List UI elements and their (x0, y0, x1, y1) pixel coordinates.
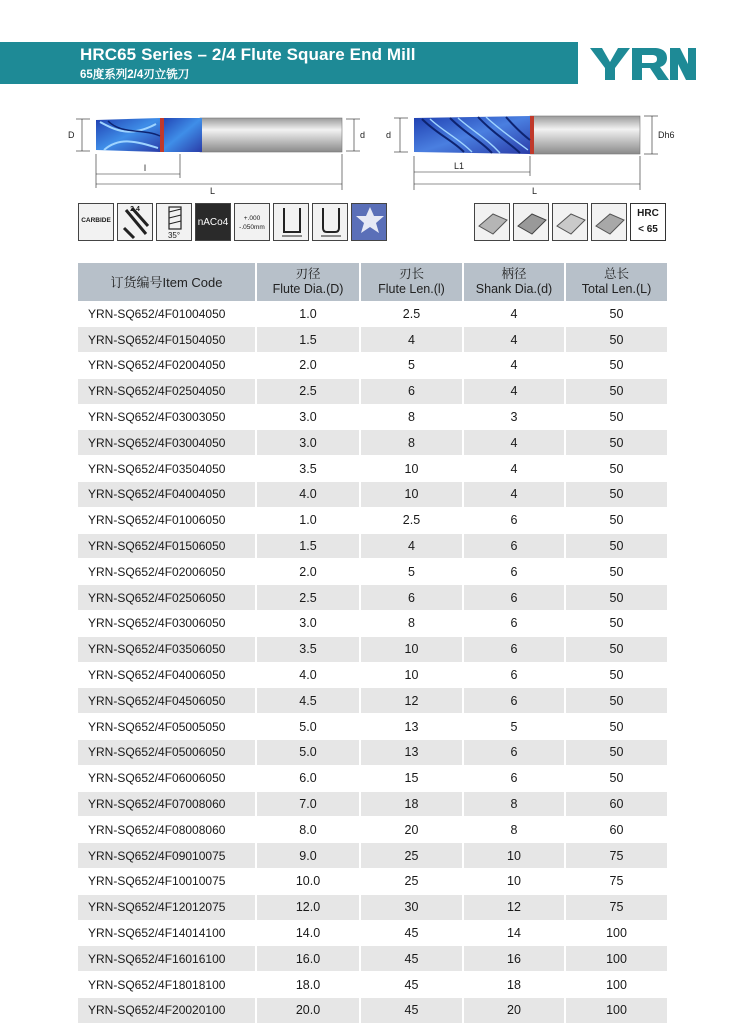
cell-total-len: 50 (565, 456, 667, 482)
header-total-len: 总长 Total Len.(L) (565, 263, 667, 301)
cell-shank-dia: 4 (463, 301, 565, 327)
cell-total-len: 50 (565, 611, 667, 637)
cell-shank-dia: 16 (463, 946, 565, 972)
table-row (78, 894, 667, 920)
cell-flute-len: 2.5 (360, 507, 463, 533)
cell-item-code: YRN-SQ652/4F02504050 (78, 378, 256, 404)
cell-item-code: YRN-SQ652/4F01006050 (78, 507, 256, 533)
table-row (78, 507, 667, 533)
page-title: HRC65 Series – 2/4 Flute Square End Mill (80, 45, 416, 64)
table-row (78, 714, 667, 740)
cell-shank-dia: 6 (463, 585, 565, 611)
table-row (78, 482, 667, 508)
header-shank-dia: 柄径 Shank Dia.(d) (463, 263, 565, 301)
cell-total-len: 50 (565, 740, 667, 766)
cell-flute-len: 13 (360, 740, 463, 766)
table-row (78, 972, 667, 998)
cell-flute-dia: 5.0 (256, 714, 360, 740)
cell-item-code: YRN-SQ652/4F18018100 (78, 972, 256, 998)
cell-flute-len: 10 (360, 662, 463, 688)
cell-total-len: 60 (565, 791, 667, 817)
cell-item-code: YRN-SQ652/4F14014100 (78, 920, 256, 946)
cell-flute-dia: 9.0 (256, 843, 360, 869)
cell-item-code: YRN-SQ652/4F03004050 (78, 430, 256, 456)
cell-shank-dia: 6 (463, 507, 565, 533)
cell-flute-len: 8 (360, 430, 463, 456)
cell-item-code: YRN-SQ652/4F04006050 (78, 662, 256, 688)
cell-shank-dia: 4 (463, 378, 565, 404)
cell-flute-len: 45 (360, 920, 463, 946)
square-end-icon (273, 203, 309, 241)
corner-icon (312, 203, 348, 241)
cell-item-code: YRN-SQ652/4F06006050 (78, 765, 256, 791)
cell-item-code: YRN-SQ652/4F01506050 (78, 533, 256, 559)
cell-shank-dia: 10 (463, 869, 565, 895)
table-row (78, 430, 667, 456)
spec-table (78, 263, 667, 1024)
cell-total-len: 50 (565, 688, 667, 714)
cell-shank-dia: 4 (463, 456, 565, 482)
cell-item-code: YRN-SQ652/4F01004050 (78, 301, 256, 327)
cell-item-code: YRN-SQ652/4F08008060 (78, 817, 256, 843)
cell-flute-dia: 4.0 (256, 482, 360, 508)
cell-flute-len: 10 (360, 636, 463, 662)
cell-flute-dia: 12.0 (256, 894, 360, 920)
tool-drawing-2-flute (60, 110, 380, 200)
cell-shank-dia: 12 (463, 894, 565, 920)
cell-shank-dia: 8 (463, 817, 565, 843)
cell-flute-dia: 1.0 (256, 301, 360, 327)
cell-total-len: 50 (565, 533, 667, 559)
cell-flute-len: 30 (360, 894, 463, 920)
cell-flute-len: 2.5 (360, 301, 463, 327)
cell-total-len: 100 (565, 920, 667, 946)
tool-drawing-4-flute (382, 110, 692, 200)
cell-total-len: 50 (565, 378, 667, 404)
table-row (78, 843, 667, 869)
naco-coating-icon: nACo4 (195, 203, 231, 241)
table-row (78, 920, 667, 946)
cell-total-len: 50 (565, 765, 667, 791)
table-row (78, 765, 667, 791)
yrn-logo (588, 44, 698, 84)
cell-flute-len: 15 (360, 765, 463, 791)
cell-item-code: YRN-SQ652/4F05006050 (78, 740, 256, 766)
cell-flute-dia: 1.5 (256, 327, 360, 353)
cell-flute-len: 45 (360, 972, 463, 998)
cell-total-len: 50 (565, 662, 667, 688)
cell-item-code: YRN-SQ652/4F03003050 (78, 404, 256, 430)
header-flute-dia: 刃径 Flute Dia.(D) (256, 263, 360, 301)
cell-item-code: YRN-SQ652/4F03506050 (78, 636, 256, 662)
table-row (78, 869, 667, 895)
table-row (78, 533, 667, 559)
cell-item-code: YRN-SQ652/4F01504050 (78, 327, 256, 353)
cell-total-len: 75 (565, 869, 667, 895)
table-row (78, 791, 667, 817)
cell-flute-dia: 2.0 (256, 353, 360, 379)
header-flute-len: 刃长 Flute Len.(l) (360, 263, 463, 301)
dim-label-Dh6: Dh6 (658, 130, 675, 140)
carbide-icon: CARBIDE (78, 203, 114, 241)
cell-total-len: 75 (565, 843, 667, 869)
cell-flute-dia: 16.0 (256, 946, 360, 972)
title-band (0, 42, 578, 84)
helix-35-icon: 35° (156, 203, 192, 241)
cell-flute-dia: 3.5 (256, 636, 360, 662)
header-item-code: 订货编号Item Code (78, 263, 256, 301)
cell-shank-dia: 18 (463, 972, 565, 998)
cell-flute-dia: 3.0 (256, 430, 360, 456)
material-hardened-icon (513, 203, 549, 241)
dim-label-l: l (144, 163, 146, 173)
cell-total-len: 50 (565, 636, 667, 662)
cell-flute-len: 4 (360, 533, 463, 559)
table-row (78, 636, 667, 662)
hrc-badge-line1: HRC (637, 208, 659, 219)
cell-total-len: 60 (565, 817, 667, 843)
cell-flute-len: 6 (360, 585, 463, 611)
cell-total-len: 100 (565, 998, 667, 1024)
cell-flute-len: 12 (360, 688, 463, 714)
cell-total-len: 50 (565, 559, 667, 585)
cell-item-code: YRN-SQ652/4F03504050 (78, 456, 256, 482)
dim-label-L: L (210, 186, 216, 196)
versatile-icon (351, 203, 387, 241)
cell-flute-dia: 4.0 (256, 662, 360, 688)
table-row (78, 998, 667, 1024)
cell-shank-dia: 20 (463, 998, 565, 1024)
table-row (78, 946, 667, 972)
cell-shank-dia: 8 (463, 791, 565, 817)
cell-flute-dia: 5.0 (256, 740, 360, 766)
cell-flute-len: 45 (360, 998, 463, 1024)
cell-flute-len: 5 (360, 353, 463, 379)
cell-shank-dia: 6 (463, 636, 565, 662)
hrc-badge-line2: < 65 (638, 224, 658, 235)
cell-flute-dia: 18.0 (256, 972, 360, 998)
cell-flute-dia: 2.5 (256, 378, 360, 404)
cell-item-code: YRN-SQ652/4F02006050 (78, 559, 256, 585)
cell-item-code: YRN-SQ652/4F03006050 (78, 611, 256, 637)
table-row (78, 611, 667, 637)
table-row (78, 662, 667, 688)
cell-shank-dia: 4 (463, 482, 565, 508)
cell-total-len: 50 (565, 301, 667, 327)
cell-shank-dia: 5 (463, 714, 565, 740)
cell-total-len: 50 (565, 327, 667, 353)
cell-shank-dia: 6 (463, 740, 565, 766)
cell-shank-dia: 6 (463, 662, 565, 688)
table-row (78, 327, 667, 353)
table-row (78, 817, 667, 843)
table-header-row (78, 263, 667, 301)
cell-item-code: YRN-SQ652/4F20020100 (78, 998, 256, 1024)
table-row (78, 688, 667, 714)
cell-flute-len: 45 (360, 946, 463, 972)
cell-item-code: YRN-SQ652/4F04004050 (78, 482, 256, 508)
hrc-badge (630, 203, 666, 241)
cell-shank-dia: 6 (463, 533, 565, 559)
cell-total-len: 50 (565, 430, 667, 456)
cell-flute-dia: 6.0 (256, 765, 360, 791)
cell-flute-dia: 8.0 (256, 817, 360, 843)
table-row (78, 404, 667, 430)
cell-flute-dia: 2.0 (256, 559, 360, 585)
dim-label-d: d (360, 130, 366, 140)
cell-flute-dia: 2.5 (256, 585, 360, 611)
cell-shank-dia: 14 (463, 920, 565, 946)
cell-item-code: YRN-SQ652/4F04506050 (78, 688, 256, 714)
cell-flute-dia: 3.0 (256, 611, 360, 637)
cell-flute-len: 20 (360, 817, 463, 843)
table-row (78, 585, 667, 611)
cell-item-code: YRN-SQ652/4F07008060 (78, 791, 256, 817)
cell-flute-len: 25 (360, 869, 463, 895)
cell-item-code: YRN-SQ652/4F12012075 (78, 894, 256, 920)
cell-flute-len: 4 (360, 327, 463, 353)
cell-flute-len: 8 (360, 404, 463, 430)
cell-total-len: 75 (565, 894, 667, 920)
cell-shank-dia: 6 (463, 611, 565, 637)
cell-flute-dia: 10.0 (256, 869, 360, 895)
cell-shank-dia: 4 (463, 430, 565, 456)
cell-item-code: YRN-SQ652/4F02004050 (78, 353, 256, 379)
dim-label-L-right: L (532, 186, 538, 196)
table-row (78, 378, 667, 404)
dim-label-D: D (68, 130, 75, 140)
flute-24-icon: 2 4 (117, 203, 153, 241)
tolerance-icon: +.000 -.050mm (234, 203, 270, 241)
cell-total-len: 50 (565, 404, 667, 430)
cell-flute-len: 8 (360, 611, 463, 637)
cell-total-len: 50 (565, 353, 667, 379)
cell-flute-dia: 1.5 (256, 533, 360, 559)
cell-flute-len: 13 (360, 714, 463, 740)
cell-item-code: YRN-SQ652/4F09010075 (78, 843, 256, 869)
cell-flute-dia: 14.0 (256, 920, 360, 946)
material-steel-icon (474, 203, 510, 241)
cell-item-code: YRN-SQ652/4F05005050 (78, 714, 256, 740)
cell-flute-dia: 3.5 (256, 456, 360, 482)
cell-flute-len: 25 (360, 843, 463, 869)
cell-flute-dia: 1.0 (256, 507, 360, 533)
table-row (78, 740, 667, 766)
cell-item-code: YRN-SQ652/4F02506050 (78, 585, 256, 611)
material-icons (474, 203, 666, 241)
table-row (78, 559, 667, 585)
cell-flute-len: 10 (360, 456, 463, 482)
cell-total-len: 50 (565, 482, 667, 508)
cell-flute-dia: 4.5 (256, 688, 360, 714)
cell-total-len: 50 (565, 507, 667, 533)
cell-flute-dia: 20.0 (256, 998, 360, 1024)
cell-item-code: YRN-SQ652/4F16016100 (78, 946, 256, 972)
cell-total-len: 100 (565, 946, 667, 972)
cell-flute-len: 5 (360, 559, 463, 585)
cell-flute-len: 18 (360, 791, 463, 817)
cell-flute-dia: 3.0 (256, 404, 360, 430)
cell-shank-dia: 6 (463, 688, 565, 714)
feature-icons (78, 203, 387, 241)
dim-label-d-right: d (386, 130, 392, 140)
table-row (78, 301, 667, 327)
dim-label-L1: L1 (454, 161, 465, 171)
cell-flute-len: 6 (360, 378, 463, 404)
cell-shank-dia: 4 (463, 353, 565, 379)
cell-flute-len: 10 (360, 482, 463, 508)
table-row (78, 456, 667, 482)
cell-shank-dia: 6 (463, 765, 565, 791)
material-stainless-icon (591, 203, 627, 241)
table-row (78, 353, 667, 379)
cell-shank-dia: 10 (463, 843, 565, 869)
cell-item-code: YRN-SQ652/4F10010075 (78, 869, 256, 895)
material-cast-icon (552, 203, 588, 241)
cell-shank-dia: 4 (463, 327, 565, 353)
cell-shank-dia: 6 (463, 559, 565, 585)
cell-total-len: 50 (565, 585, 667, 611)
page-subtitle: 65度系列2/4刃立铣刀 (80, 69, 190, 81)
cell-shank-dia: 3 (463, 404, 565, 430)
cell-total-len: 100 (565, 972, 667, 998)
cell-total-len: 50 (565, 714, 667, 740)
cell-flute-dia: 7.0 (256, 791, 360, 817)
